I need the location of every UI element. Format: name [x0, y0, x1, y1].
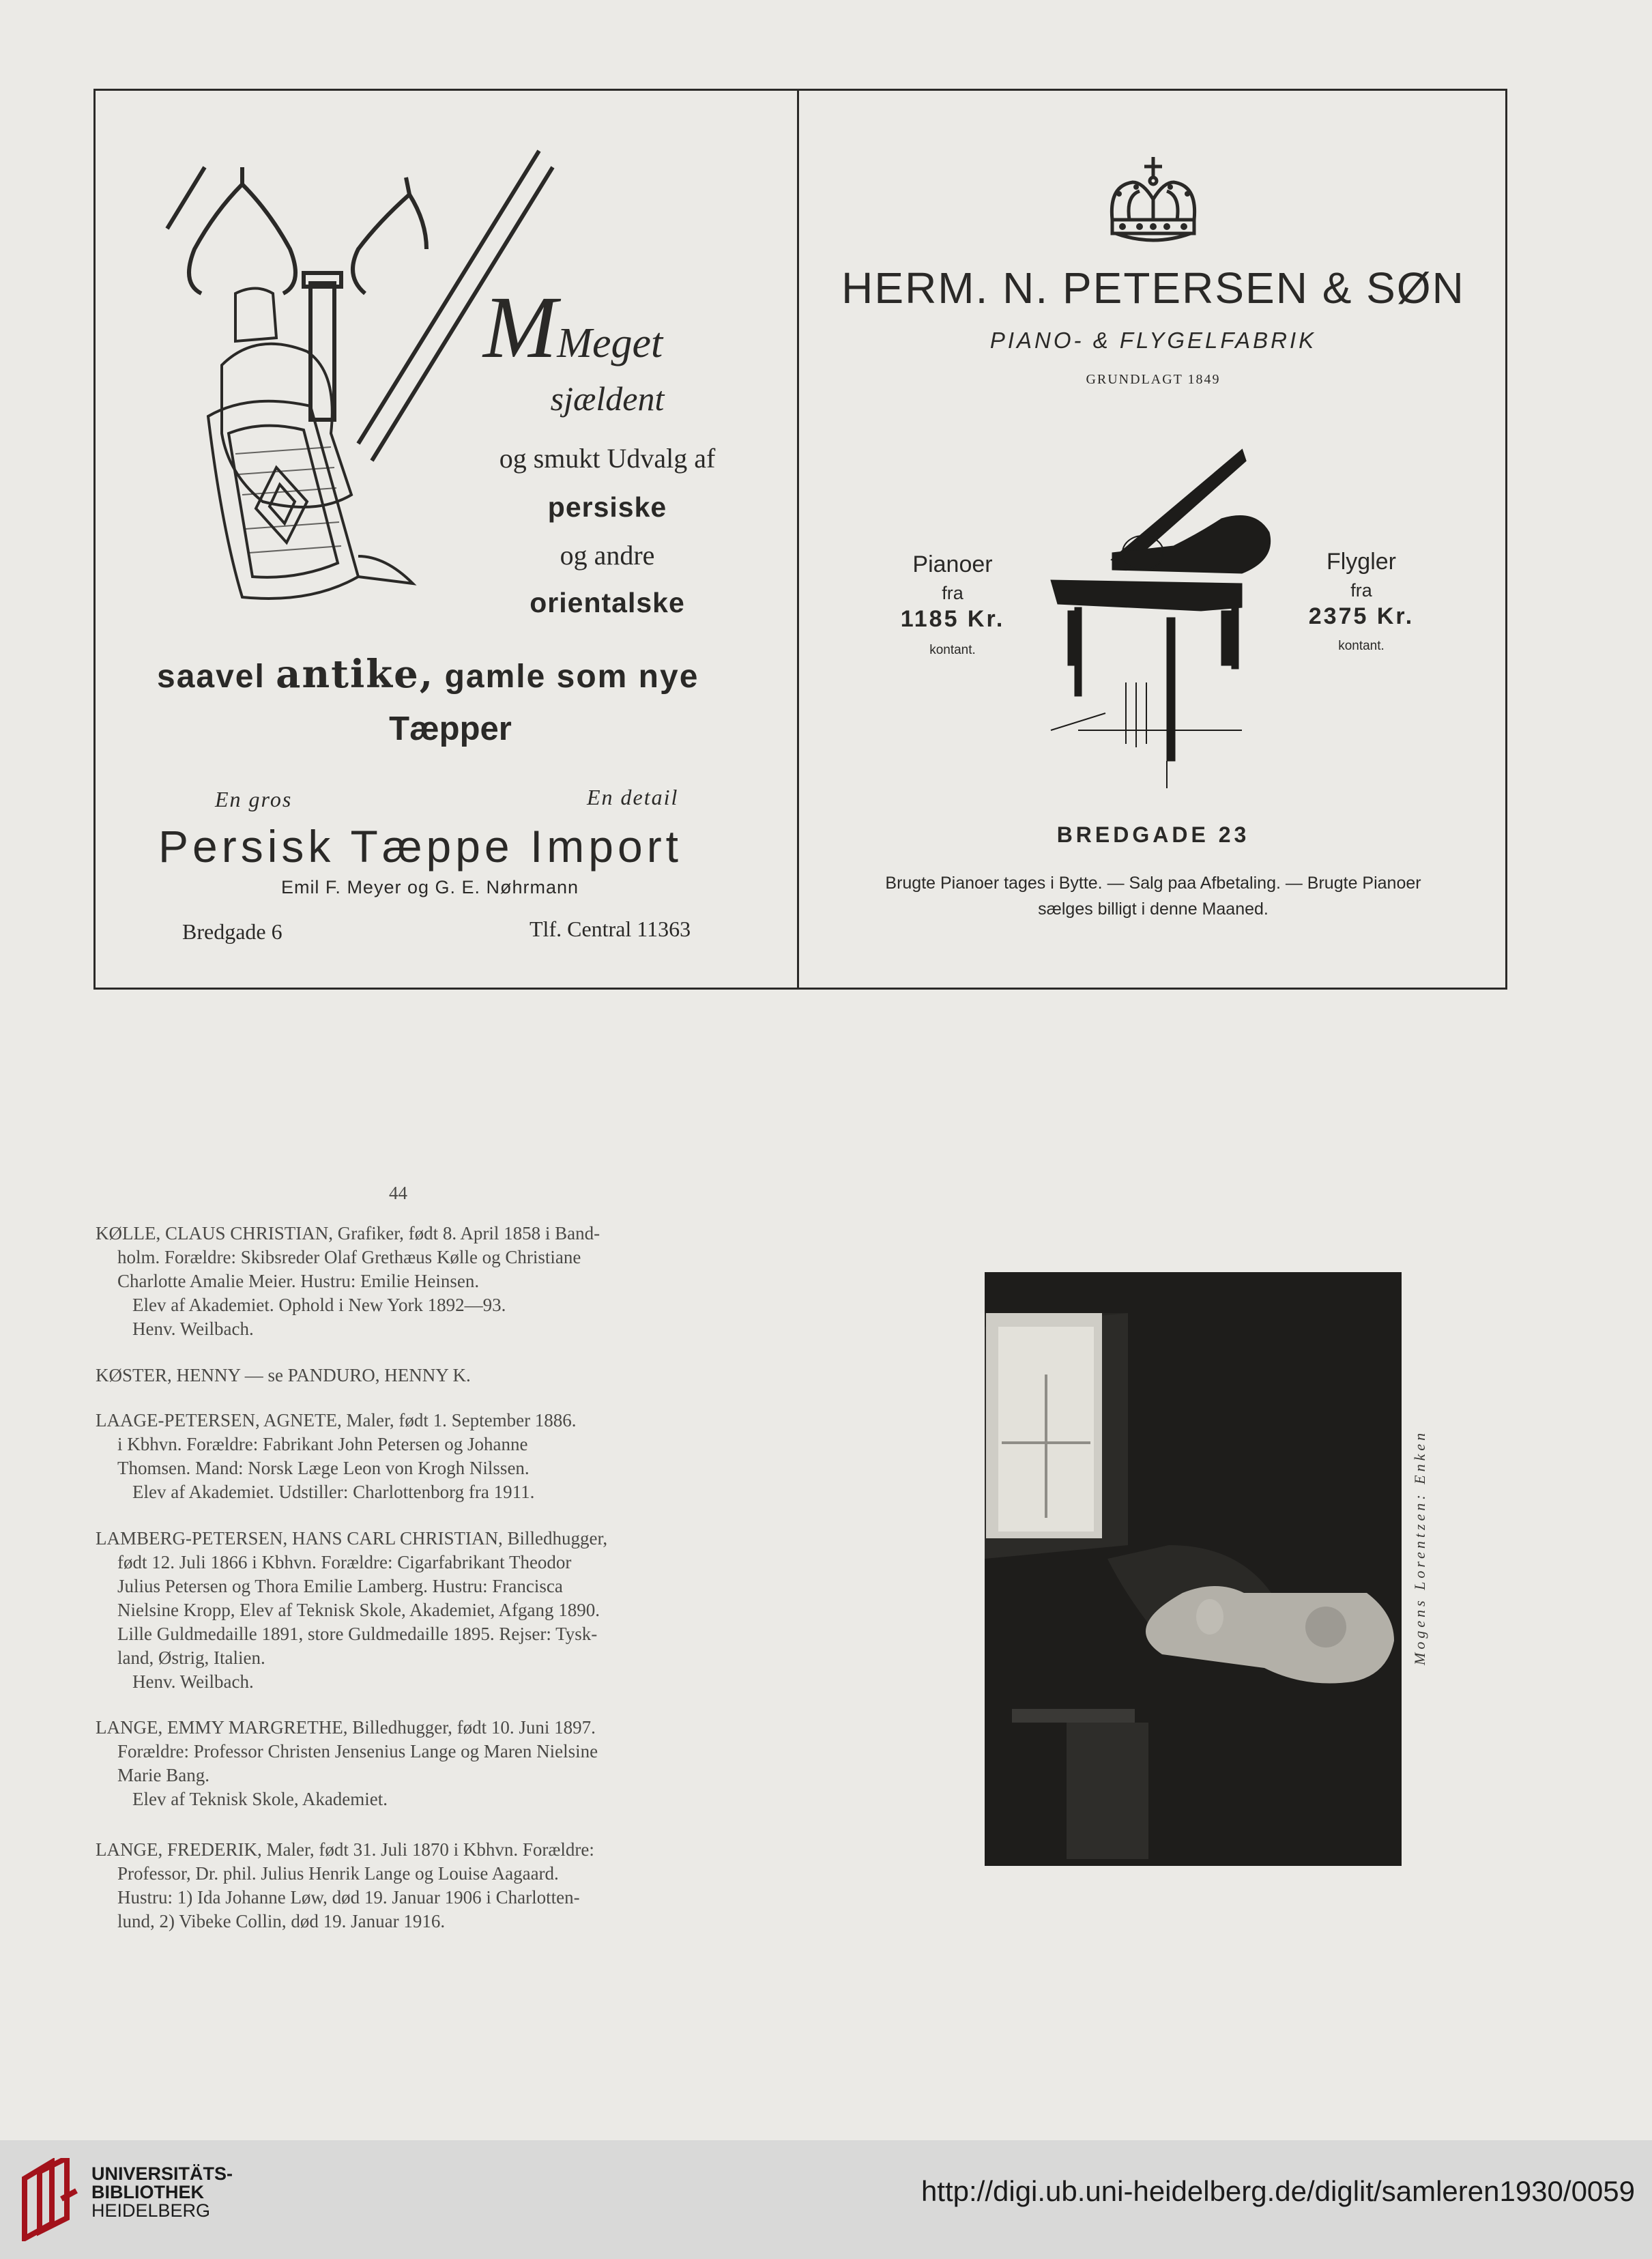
entry-line: Lille Guldmedaille 1891, store Guldmedaille 1895. Rejser: Tysk-: [117, 1624, 598, 1644]
pianoer-price: 1185 Kr.: [900, 606, 1005, 632]
entry-line: Elev af Akademiet. Ophold i New York 1892—93.: [132, 1295, 506, 1315]
library-logo-icon: [19, 2158, 82, 2241]
painting-photograph: [985, 1272, 1402, 1866]
entry-line: Elev af Akademiet. Udstiller: Charlottenborg fra 1911.: [132, 1482, 535, 1502]
ad-right-address: BREDGADE 23: [1056, 822, 1250, 847]
ad-right-footer-line2: sælges billigt i denne Maaned.: [1038, 900, 1269, 919]
ad-line-sjaeldent: sjældent: [550, 379, 665, 418]
library-line3: HEIDELBERG: [91, 2200, 211, 2221]
grand-piano-illustration: [1037, 444, 1283, 792]
entry-line: Forældre: Professor Christen Jensenius Lange og Maren Nielsine: [117, 1741, 598, 1761]
entry-lange-frederik: [96, 1838, 703, 1933]
ad-word-saavel: saavel: [157, 659, 265, 695]
ad-left-phone: Tlf. Central 11363: [530, 917, 691, 941]
entry-line: LAMBERG-PETERSEN, HANS CARL CHRISTIAN, Billedhugger,: [96, 1528, 608, 1549]
entry-line: Thomsen. Mand: Norsk Læge Leon von Krogh Nilssen.: [117, 1458, 530, 1478]
entry-line: Nielsine Kropp, Elev af Teknisk Skole, Akademiet, Afgang 1890.: [117, 1600, 600, 1620]
ad-en-gros: En gros: [215, 787, 293, 811]
entry-line: Professor, Dr. phil. Julius Henrik Lange og Louise Aagaard.: [117, 1863, 559, 1884]
page-number: 44: [389, 1183, 407, 1203]
ad-left-address: Bredgade 6: [182, 919, 282, 944]
entry-line: KØLLE, CLAUS CHRISTIAN, Grafiker, født 8. April 1858 i Band-: [96, 1223, 600, 1243]
entry-line: holm. Forældre: Skibsreder Olaf Grethæus Kølle og Christiane: [117, 1247, 581, 1267]
library-line1: UNIVERSITÄTS-: [91, 2163, 233, 2184]
photo-caption: Mogens Lorentzen: Enken: [1411, 1429, 1428, 1665]
flygler-price: 2375 Kr.: [1308, 603, 1415, 629]
entry-kolle: [96, 1222, 703, 1341]
entry-lamberg-petersen: [96, 1527, 703, 1694]
pianoer-label: Pianoer: [912, 551, 993, 577]
ad-line-saavel-row: [157, 652, 757, 697]
pianoer-fra: fra: [942, 583, 963, 603]
entry-line: i Kbhvn. Forældre: Fabrikant John Petersen og Johanne: [117, 1434, 528, 1454]
ad-line-og-smukt: og smukt Udvalg af: [499, 443, 716, 474]
ad-owners: Emil F. Meyer og G. E. Nøhrmann: [280, 877, 579, 897]
ad-subtitle-piano: PIANO- & FLYGELFABRIK: [989, 328, 1317, 353]
entry-line: land, Østrig, Italien.: [117, 1648, 265, 1668]
ad-line-taepper: Tæpper: [389, 710, 512, 747]
entry-koster: [96, 1364, 703, 1387]
ad-headline-rest: Meget: [557, 320, 663, 366]
entry-line: LANGE, FREDERIK, Maler, født 31. Juli 1870 i Kbhvn. Forældre:: [96, 1839, 594, 1860]
library-name: [91, 2165, 233, 2220]
entry-line: lund, 2) Vibeke Collin, død 19. Januar 1916.: [117, 1911, 446, 1931]
ad-word-antike: antike,: [276, 652, 435, 697]
flygler-kontant: kontant.: [1338, 639, 1385, 653]
flygler-label: Flygler: [1326, 549, 1397, 575]
pianoer-kontant: kontant.: [929, 643, 976, 657]
entry-line: Marie Bang.: [117, 1765, 209, 1785]
entry-line: KØSTER, HENNY — se PANDURO, HENNY K.: [96, 1365, 471, 1385]
advertisement-divider: [797, 89, 799, 990]
flygler-fra: fra: [1350, 580, 1372, 601]
ad-line-orientalske: orientalske: [530, 587, 685, 618]
entry-line: LAAGE-PETERSEN, AGNETE, Maler, født 1. September 1886.: [96, 1410, 577, 1430]
ad-founded: GRUNDLAGT 1849: [1086, 372, 1221, 387]
ad-headline-script: MMeget: [483, 278, 663, 377]
ad-line-og-andre: og andre: [560, 540, 655, 571]
entry-line: Elev af Teknisk Skole, Akademiet.: [132, 1789, 388, 1809]
ad-company-petersen: HERM. N. PETERSEN & SØN: [841, 263, 1465, 313]
entry-line: Hustru: 1) Ida Johanne Løw, død 19. Januar 1906 i Charlotten-: [117, 1887, 580, 1908]
ad-line-persiske: persiske: [547, 491, 667, 523]
entry-line: født 12. Juli 1866 i Kbhvn. Forældre: Cigarfabrikant Theodor: [117, 1552, 572, 1572]
entry-line: Henv. Weilbach.: [132, 1671, 254, 1692]
ad-word-gamle: gamle som nye: [444, 659, 699, 695]
entry-laage-petersen: [96, 1409, 703, 1504]
entry-line: Charlotte Amalie Meier. Hustru: Emilie Heinsen.: [117, 1271, 480, 1291]
digital-library-url[interactable]: http://digi.ub.uni-heidelberg.de/diglit/samleren1930/0059: [921, 2175, 1635, 2207]
entry-lange-emmy: [96, 1716, 703, 1811]
entry-line: Julius Petersen og Thora Emilie Lamberg. Hustru: Francisca: [117, 1576, 563, 1596]
ad-en-detail: En detail: [587, 785, 679, 809]
library-line2: BIBLIOTHEK: [91, 2182, 204, 2202]
painting-image: [985, 1272, 1402, 1866]
ad-right-footer-line1: Brugte Pianoer tages i Bytte. — Salg paa Afbetaling. — Brugte Pianoer: [885, 874, 1421, 893]
entry-line: Henv. Weilbach.: [132, 1319, 254, 1339]
ad-company-persisk: Persisk Tæppe Import: [158, 821, 683, 872]
crown-icon: [1102, 152, 1204, 247]
entry-line: LANGE, EMMY MARGRETHE, Billedhugger, født 10. Juni 1897.: [96, 1717, 596, 1738]
